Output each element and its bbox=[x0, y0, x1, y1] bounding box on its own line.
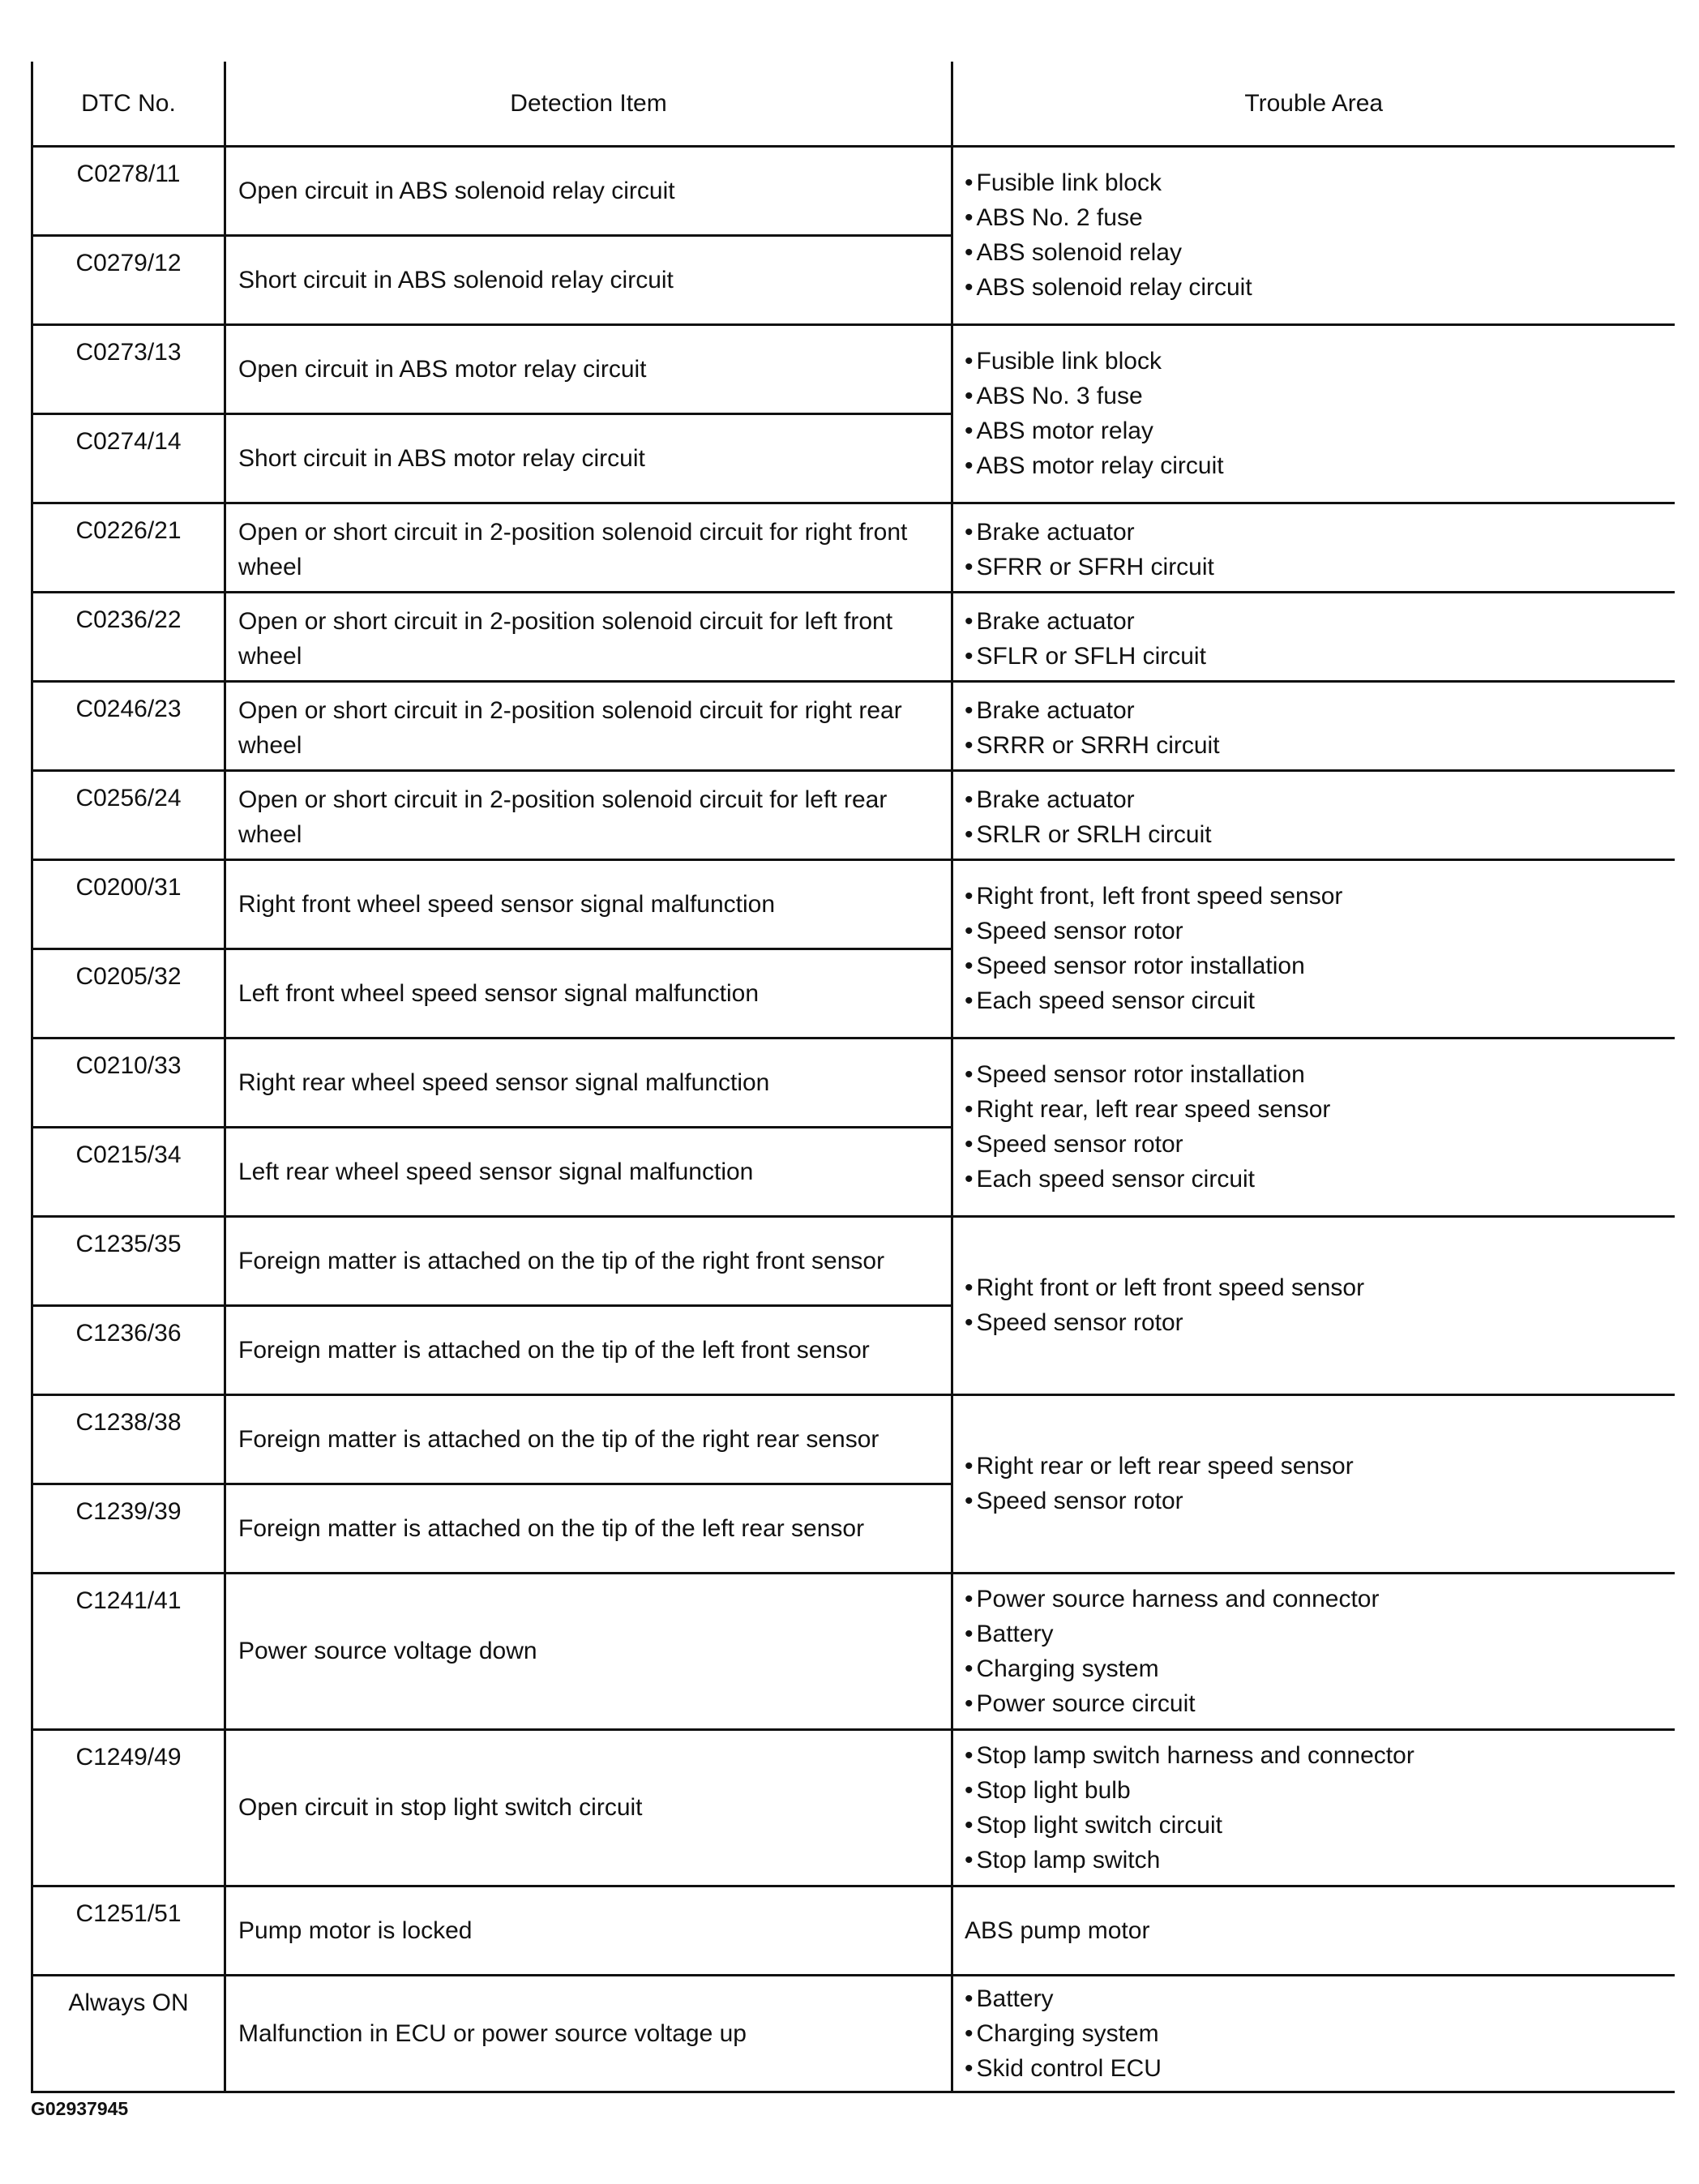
trouble-area-bullet: • Right rear, left rear speed sensor bbox=[965, 1092, 1665, 1127]
table-row bbox=[32, 324, 1675, 413]
dtc-code-cell: C1238/38 bbox=[32, 1394, 225, 1484]
trouble-area-bullet: • Power source circuit bbox=[965, 1686, 1665, 1721]
trouble-area-cell bbox=[952, 770, 1675, 859]
dtc-code-cell: C0200/31 bbox=[32, 859, 225, 949]
table-header bbox=[32, 62, 1675, 146]
dtc-code-cell: C0256/24 bbox=[32, 770, 225, 859]
dtc-code-cell: C0226/21 bbox=[32, 503, 225, 592]
trouble-area-bullet: • Stop lamp switch bbox=[965, 1843, 1665, 1878]
dtc-code-cell: Always ON bbox=[32, 1975, 225, 2092]
detection-item-cell: Power source voltage down bbox=[225, 1573, 952, 1729]
table-row bbox=[32, 681, 1675, 770]
detection-item-cell: Foreign matter is attached on the tip of the right rear sensor bbox=[225, 1394, 952, 1484]
trouble-area-bullet: • Speed sensor rotor installation bbox=[965, 1057, 1665, 1092]
detection-item-cell: Left front wheel speed sensor signal malfunction bbox=[225, 949, 952, 1038]
trouble-area-bullet: • Charging system bbox=[965, 2016, 1665, 2051]
trouble-area-bullet: • ABS solenoid relay bbox=[965, 235, 1665, 270]
trouble-area-bullet: • SRRR or SRRH circuit bbox=[965, 728, 1665, 763]
header-trouble-area: Trouble Area bbox=[952, 62, 1675, 146]
dtc-code-cell: C0274/14 bbox=[32, 413, 225, 503]
detection-item-cell: Left rear wheel speed sensor signal malfunction bbox=[225, 1127, 952, 1216]
trouble-area-bullet: • Each speed sensor circuit bbox=[965, 1162, 1665, 1197]
trouble-area-cell bbox=[952, 503, 1675, 592]
trouble-area-bullet: • ABS solenoid relay circuit bbox=[965, 270, 1665, 305]
table-row bbox=[32, 1573, 1675, 1729]
dtc-code-cell: C1236/36 bbox=[32, 1305, 225, 1394]
detection-item-cell: Open circuit in stop light switch circuit bbox=[225, 1729, 952, 1886]
table-row bbox=[32, 146, 1675, 235]
detection-item-cell: Short circuit in ABS solenoid relay circuit bbox=[225, 235, 952, 324]
trouble-area-bullet: • Stop light switch circuit bbox=[965, 1808, 1665, 1843]
dtc-code-cell: C0273/13 bbox=[32, 324, 225, 413]
detection-item-cell: Right front wheel speed sensor signal malfunction bbox=[225, 859, 952, 949]
trouble-area-bullet: • SFRR or SFRH circuit bbox=[965, 550, 1665, 585]
trouble-area-bullet: • Charging system bbox=[965, 1651, 1665, 1686]
detection-item-cell: Foreign matter is attached on the tip of the left front sensor bbox=[225, 1305, 952, 1394]
trouble-area-bullet: • SRLR or SRLH circuit bbox=[965, 817, 1665, 852]
trouble-area-cell bbox=[952, 859, 1675, 1038]
header-detection-item: Detection Item bbox=[225, 62, 952, 146]
trouble-area-bullet: • Battery bbox=[965, 1617, 1665, 1651]
trouble-area-bullet: • Brake actuator bbox=[965, 604, 1665, 639]
trouble-area-bullet: • ABS No. 2 fuse bbox=[965, 200, 1665, 235]
figure-id: G02937945 bbox=[31, 2098, 129, 2119]
trouble-area-bullet: • Each speed sensor circuit bbox=[965, 983, 1665, 1018]
detection-item-cell: Foreign matter is attached on the tip of the left rear sensor bbox=[225, 1484, 952, 1573]
trouble-area-bullet: • Fusible link block bbox=[965, 344, 1665, 379]
detection-item-cell: Open or short circuit in 2-position solenoid circuit for left front wheel bbox=[225, 592, 952, 681]
trouble-area-bullet: • Power source harness and connector bbox=[965, 1582, 1665, 1617]
trouble-area-bullet: • SFLR or SFLH circuit bbox=[965, 639, 1665, 674]
dtc-code-cell: C1241/41 bbox=[32, 1573, 225, 1729]
trouble-area-cell bbox=[952, 592, 1675, 681]
detection-item-cell: Open or short circuit in 2-position solenoid circuit for right front wheel bbox=[225, 503, 952, 592]
detection-item-cell: Open circuit in ABS solenoid relay circuit bbox=[225, 146, 952, 235]
table-row bbox=[32, 1729, 1675, 1886]
trouble-area-bullet: • Speed sensor rotor bbox=[965, 1127, 1665, 1162]
table-row bbox=[32, 1886, 1675, 1975]
trouble-area-cell bbox=[952, 324, 1675, 503]
trouble-area-bullet: • Speed sensor rotor bbox=[965, 914, 1665, 949]
detection-item-cell: Open circuit in ABS motor relay circuit bbox=[225, 324, 952, 413]
table-row bbox=[32, 1216, 1675, 1305]
trouble-area-bullet: • Skid control ECU bbox=[965, 2051, 1665, 2086]
trouble-area-bullet: • Speed sensor rotor installation bbox=[965, 949, 1665, 983]
header-row bbox=[32, 62, 1675, 146]
dtc-code-cell: C1239/39 bbox=[32, 1484, 225, 1573]
table-row bbox=[32, 1975, 1675, 2092]
header-dtc-no: DTC No. bbox=[32, 62, 225, 146]
trouble-area-bullet: • ABS motor relay bbox=[965, 413, 1665, 448]
trouble-area-bullet: • Speed sensor rotor bbox=[965, 1305, 1665, 1340]
trouble-area-cell bbox=[952, 1886, 1675, 1975]
table-row bbox=[32, 503, 1675, 592]
trouble-area-bullet: • Brake actuator bbox=[965, 782, 1665, 817]
table-row bbox=[32, 770, 1675, 859]
trouble-area-bullet: • Stop light bulb bbox=[965, 1773, 1665, 1808]
dtc-code-cell: C1235/35 bbox=[32, 1216, 225, 1305]
dtc-code-cell: C0278/11 bbox=[32, 146, 225, 235]
trouble-area-bullet: • Speed sensor rotor bbox=[965, 1484, 1665, 1518]
trouble-area-cell bbox=[952, 1394, 1675, 1573]
trouble-area-bullet: • ABS No. 3 fuse bbox=[965, 379, 1665, 413]
trouble-area-bullet: • Battery bbox=[965, 1981, 1665, 2016]
detection-item-cell: Open or short circuit in 2-position solenoid circuit for left rear wheel bbox=[225, 770, 952, 859]
detection-item-cell: Malfunction in ECU or power source voltage up bbox=[225, 1975, 952, 2092]
table-row bbox=[32, 859, 1675, 949]
trouble-area-bullet: • Right front, left front speed sensor bbox=[965, 879, 1665, 914]
detection-item-cell: Short circuit in ABS motor relay circuit bbox=[225, 413, 952, 503]
dtc-table bbox=[31, 62, 1675, 2093]
trouble-area-bullet: • Right front or left front speed sensor bbox=[965, 1270, 1665, 1305]
trouble-area-cell bbox=[952, 1573, 1675, 1729]
detection-item-cell: Right rear wheel speed sensor signal malfunction bbox=[225, 1038, 952, 1127]
table-row bbox=[32, 1038, 1675, 1127]
trouble-area-text: ABS pump motor bbox=[965, 1916, 1150, 1944]
trouble-area-bullet: • Stop lamp switch harness and connector bbox=[965, 1738, 1665, 1773]
dtc-code-cell: C1251/51 bbox=[32, 1886, 225, 1975]
detection-item-cell: Pump motor is locked bbox=[225, 1886, 952, 1975]
detection-item-cell: Open or short circuit in 2-position solenoid circuit for right rear wheel bbox=[225, 681, 952, 770]
trouble-area-cell bbox=[952, 1729, 1675, 1886]
trouble-area-bullet: • Brake actuator bbox=[965, 693, 1665, 728]
dtc-code-cell: C0279/12 bbox=[32, 235, 225, 324]
dtc-code-cell: C0236/22 bbox=[32, 592, 225, 681]
trouble-area-bullet: • Fusible link block bbox=[965, 165, 1665, 200]
dtc-code-cell: C1249/49 bbox=[32, 1729, 225, 1886]
dtc-code-cell: C0246/23 bbox=[32, 681, 225, 770]
trouble-area-cell bbox=[952, 146, 1675, 324]
table-row bbox=[32, 592, 1675, 681]
trouble-area-bullet: • Brake actuator bbox=[965, 515, 1665, 550]
trouble-area-cell bbox=[952, 681, 1675, 770]
detection-item-cell: Foreign matter is attached on the tip of the right front sensor bbox=[225, 1216, 952, 1305]
trouble-area-bullet: • ABS motor relay circuit bbox=[965, 448, 1665, 483]
trouble-area-cell bbox=[952, 1038, 1675, 1216]
table-row bbox=[32, 1394, 1675, 1484]
table-body bbox=[32, 146, 1675, 2092]
dtc-code-cell: C0205/32 bbox=[32, 949, 225, 1038]
dtc-code-cell: C0210/33 bbox=[32, 1038, 225, 1127]
dtc-code-cell: C0215/34 bbox=[32, 1127, 225, 1216]
trouble-area-bullet: • Right rear or left rear speed sensor bbox=[965, 1449, 1665, 1484]
trouble-area-cell bbox=[952, 1216, 1675, 1394]
trouble-area-cell bbox=[952, 1975, 1675, 2092]
